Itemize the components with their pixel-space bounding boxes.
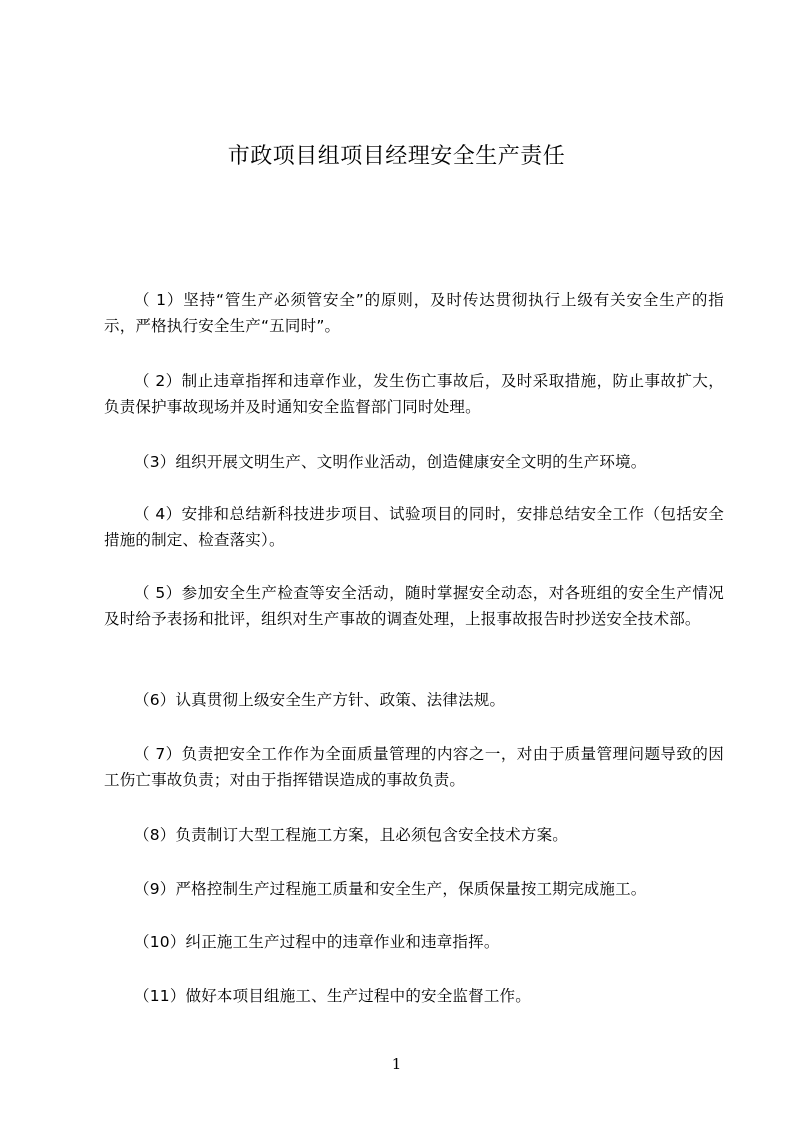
paragraph-1: （ 1）坚持“管生产必须管安全”的原则，及时传达贯彻执行上级有关安全生产的指示，严格执行安全生产“五同时”。 (104, 291, 724, 335)
paragraph-11: （11）做好本项目组施工、生产过程中的安全监督工作。 (134, 987, 531, 1005)
paragraph-8: （8）负责制订大型工程施工方案，且必须包含安全技术方案。 (134, 826, 568, 844)
paragraph-6: （6）认真贯彻上级安全生产方针、政策、法律法规。 (134, 691, 506, 709)
page-title: 市政项目组项目经理安全生产责任 (227, 144, 566, 169)
paragraph-2: （ 2）制止违章指挥和违章作业，发生伤亡事故后，及时采取措施，防止事故扩大，负责保护事故现场并及时通知安全监督部门同时处理。 (104, 372, 724, 416)
paragraph-4: （ 4）安排和总结新科技进步项目、试验项目的同时，安排总结安全工作（包括安全措施的制定、检查落实）。 (104, 505, 724, 549)
paragraph-5: （ 5）参加安全生产检查等安全活动，随时掌握安全动态，对各班组的安全生产情况及时给予表扬和批评，组织对生产事故的调查处理，上报事故报告时抄送安全技术部。 (104, 584, 724, 628)
page-number: 1 (391, 1055, 402, 1073)
paragraph-3: （3）组织开展文明生产、文明作业活动，创造健康安全文明的生产环境。 (134, 453, 647, 471)
paragraph-10: （10）纠正施工生产过程中的违章作业和违章指挥。 (134, 933, 500, 951)
paragraph-7: （ 7）负责把安全工作作为全面质量管理的内容之一，对由于质量管理问题导致的因工伤亡事故负责；对由于指挥错误造成的事故负责。 (104, 745, 724, 789)
paragraph-9: （9）严格控制生产过程施工质量和安全生产，保质保量按工期完成施工。 (134, 880, 647, 898)
